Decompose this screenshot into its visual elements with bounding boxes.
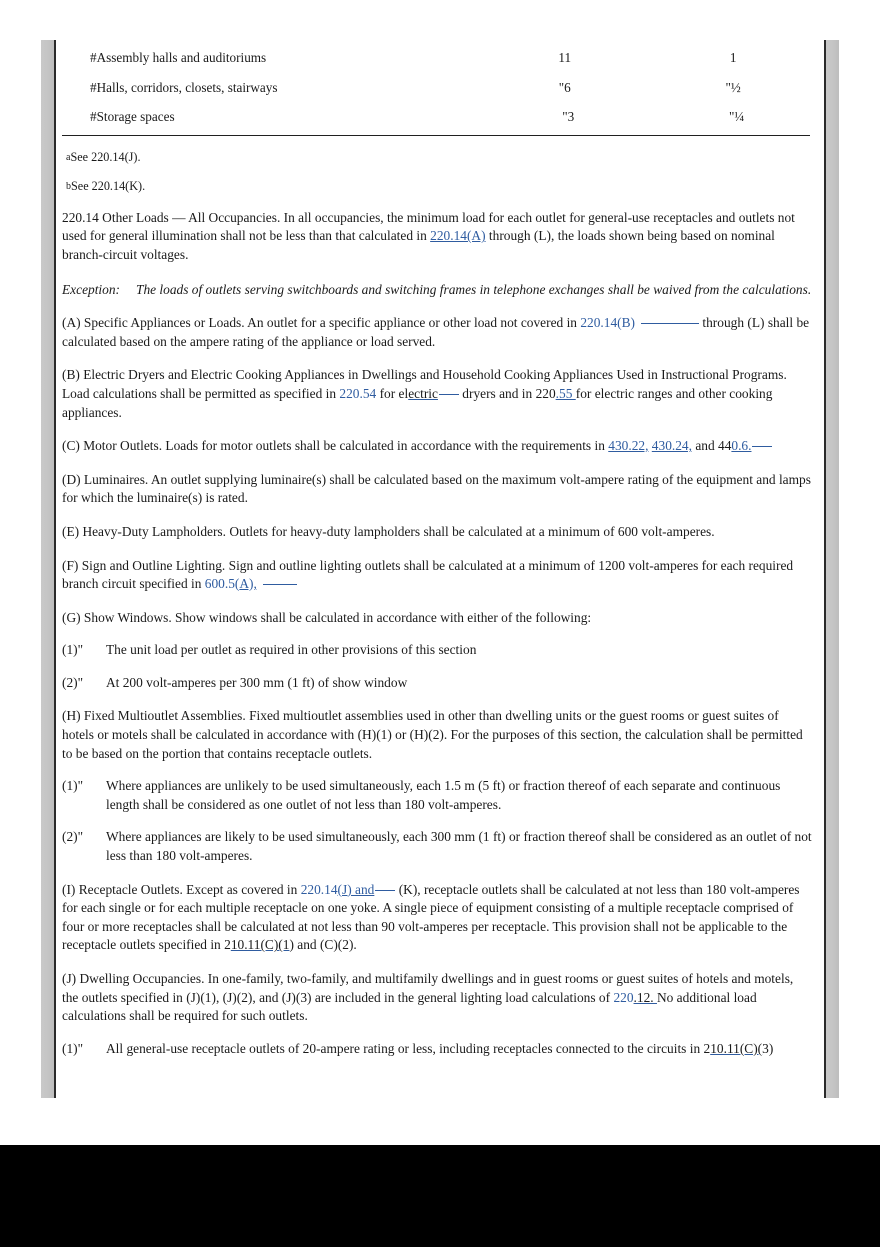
list-item: [62, 641, 812, 660]
occupancy-load-table: [62, 44, 810, 133]
link-220-14-J-K[interactable]: (J) and: [337, 881, 375, 897]
link-600-5-A-prefix[interactable]: 600.5(: [204, 576, 240, 592]
section-B-dryers-cooking: [62, 366, 812, 422]
section-H-fixed-multioutlet-assemblies: (H) Fixed Multioutlet Assemblies. Fixed multioutlet assemblies used in other than dwelling units or the guest rooms or guest suites of hotels or motels shall be calculated in accordance with (H)(1) or (H)(2). For the purposes of this section, the calculation shall be permitted to be based on the portion that contains receptacle outlets.: [62, 708, 803, 761]
section-C-text-mid: and 44: [691, 438, 732, 454]
link-underline-stub: [752, 446, 772, 447]
table-cell-value-1: 11: [558, 50, 572, 65]
link-220-55[interactable]: .55: [555, 385, 576, 401]
list-item-number: (2)": [62, 829, 84, 845]
footnote-text-b: See 220.14(K).: [71, 178, 146, 193]
table-row: [62, 103, 810, 133]
table-cell-value-1: "6: [558, 79, 571, 95]
table-bottom-rule: [62, 135, 810, 136]
link-220-14-B[interactable]: 220.14(B): [580, 315, 636, 331]
section-I-text-a: (I) Receptacle Outlets. Except as covered in: [62, 881, 301, 897]
footnote-a: [66, 150, 812, 165]
section-F-text-before: (F) Sign and Outline Lighting. Sign and outline lighting outlets shall be calculated at a minimum of 1200 volt-amperes for each required branch circuit specified in: [62, 557, 794, 592]
list-item-number: (1)": [62, 1040, 84, 1056]
list-item-number: (1)": [62, 642, 84, 658]
section-A-text-after: through (L) shall be calculated based on the ampere rating of the appliance or load served.: [62, 315, 810, 349]
left-margin-scroll-bar[interactable]: [41, 40, 56, 1098]
link-underline-stub: [375, 890, 395, 891]
link-underline-stub: [263, 584, 297, 585]
section-C-motor-outlets: [62, 437, 812, 456]
link-600-5-A[interactable]: A),: [239, 576, 257, 592]
link-430-22[interactable]: 430.22,: [608, 438, 649, 454]
link-underline-stub: [641, 323, 699, 324]
list-item-text: Where appliances are unlikely to be used simultaneously, each 1.5 m (5 ft) or fraction thereof of each separate and continuous length shall be considered as one outlet of not less than 180 volt-amperes.: [106, 778, 781, 812]
list-item-text: At 200 volt-amperes per 300 mm (1 ft) of show window: [106, 674, 408, 690]
link-220-55-prefix: 220: [535, 385, 556, 401]
section-E-heavy-duty-lampholders: (E) Heavy-Duty Lampholders. Outlets for heavy-duty lampholders shall be calculated at a minimum of 600 volt-amperes.: [62, 523, 715, 539]
bottom-black-band: [0, 1145, 880, 1247]
section-B-text-d: for electric ranges and other cooking appliances.: [62, 385, 773, 420]
table-cell-value-2: "½: [725, 79, 741, 95]
link-210-11-C-1-prefix: 2: [224, 937, 231, 953]
link-210-11-C-3-prefix: 2: [703, 1040, 711, 1056]
table-cell-label: #Halls, corridors, closets, stairways: [90, 79, 278, 95]
intro-text-after: through (L), the loads shown being based on nominal branch-circuit voltages.: [62, 228, 775, 262]
list-item-text-a: All general-use receptacle outlets of 20-ampere rating or less, including receptacles connected to the circuits in: [106, 1040, 704, 1056]
list-item-text-b: 3): [762, 1040, 774, 1056]
section-B-text-a: (B) Electric Dryers and Electric Cooking Appliances in Dwellings and Household Cooking Appliances Used in Instructional Programs. Load calculations shall be permitted as specified in: [62, 367, 787, 401]
list-item: [62, 777, 812, 814]
list-item-text: [106, 1040, 812, 1059]
section-I-receptacle-outlets: [62, 881, 812, 955]
section-F-sign-outline-lighting: [62, 557, 812, 594]
document-content: [62, 44, 812, 1058]
table-cell-value-1: "3: [562, 109, 575, 125]
footnote-text-a: See 220.14(J).: [70, 149, 141, 164]
table-cell-value-2: 1: [729, 50, 737, 65]
section-220-14-intro: [62, 209, 812, 265]
footnote-mark-b: b: [66, 180, 71, 192]
link-underline-stub: [439, 394, 459, 395]
section-G-show-windows: (G) Show Windows. Show windows shall be calculated in accordance with either of the following:: [62, 609, 592, 625]
list-item-text: Where appliances are likely to be used simultaneously, each 300 mm (1 ft) or fraction thereof shall be considered as an outlet of not less than 180 volt-amperes.: [106, 829, 812, 864]
section-B-underlined-fragment: ectric: [408, 385, 438, 401]
footnote-b: [66, 179, 812, 194]
section-B-text-b: for el: [376, 385, 409, 401]
table-row: [62, 44, 810, 74]
list-item: [62, 674, 812, 693]
exception-text: The loads of outlets serving switchboards and switching frames in telephone exchanges shall be waived from the calculations.: [136, 281, 812, 297]
exception-label: Exception:: [62, 281, 120, 297]
table-cell-label: #Assembly halls and auditoriums: [90, 50, 267, 65]
list-item: [62, 1040, 812, 1059]
list-item-number: (1)": [62, 778, 84, 794]
exception-paragraph: [62, 281, 812, 300]
section-D-luminaires: (D) Luminaires. An outlet supplying luminaire(s) shall be calculated based on the maximum volt-ampere rating of the equipment and lamps for which the luminaire(s) is rated.: [62, 471, 811, 506]
table-cell-value-2: "¼: [728, 109, 745, 125]
link-440-6[interactable]: 0.6.: [731, 438, 752, 454]
link-220-12[interactable]: .12.: [633, 989, 657, 1005]
section-C-text-before: (C) Motor Outlets. Loads for motor outlets shall be calculated in accordance with the requirements in: [62, 438, 609, 454]
link-220-54[interactable]: 220.54: [339, 385, 377, 401]
link-220-12-prefix[interactable]: 220: [613, 989, 634, 1005]
list-item: [62, 828, 812, 865]
footnote-mark-a: a: [66, 151, 71, 163]
section-I-text-c: ) and (C)(2).: [289, 937, 357, 953]
intro-text-before: 220.14 Other Loads — All Occupancies. In all occupancies, the minimum load for each outlet for general-use receptacles and outlets not used for general illumination shall not be less than that calculated in: [62, 209, 795, 244]
table-row: [62, 74, 810, 104]
section-A-text-before: (A) Specific Appliances or Loads. An outlet for a specific appliance or other load not covered in: [62, 315, 581, 331]
link-210-11-C-1[interactable]: 10.11(C)(1: [230, 937, 290, 953]
section-J-text-b: No additional load calculations shall be required for such outlets.: [62, 989, 757, 1024]
section-I-text-b: (K), receptacle outlets shall be calculated at not less than 180 volt-amperes for each single or for each multiple receptacle on one yoke. A single piece of equipment consisting of a multiple receptacle comprised of four or more receptacles shall be calculated at not less than 90 volt-amperes per receptacle. This provision shall not be applicable to the receptacle outlets specified in: [62, 881, 800, 953]
link-210-11-C-3[interactable]: 10.11(C)(: [710, 1040, 763, 1056]
link-430-24[interactable]: 430.24,: [651, 438, 692, 454]
link-220-14-A[interactable]: 220.14(A): [430, 228, 486, 244]
section-A-specific-appliances: [62, 314, 812, 351]
section-B-text-c: dryers and in: [458, 385, 536, 401]
link-220-14-J-prefix[interactable]: 220.14: [300, 881, 338, 897]
section-J-text-a: (J) Dwelling Occupancies. In one-family, two-family, and multifamily dwellings and in guest rooms or guest suites of hotels and motels, the outlets specified in (J)(1), (J)(2), and (J)(3) are included in the general lighting load calculations of: [62, 971, 794, 1005]
list-item-text: The unit load per outlet as required in other provisions of this section: [106, 642, 477, 658]
section-J-dwelling-occupancies: [62, 970, 812, 1026]
list-item-number: (2)": [62, 674, 84, 690]
table-cell-label: #Storage spaces: [90, 109, 175, 125]
right-margin-scroll-bar[interactable]: [824, 40, 839, 1098]
